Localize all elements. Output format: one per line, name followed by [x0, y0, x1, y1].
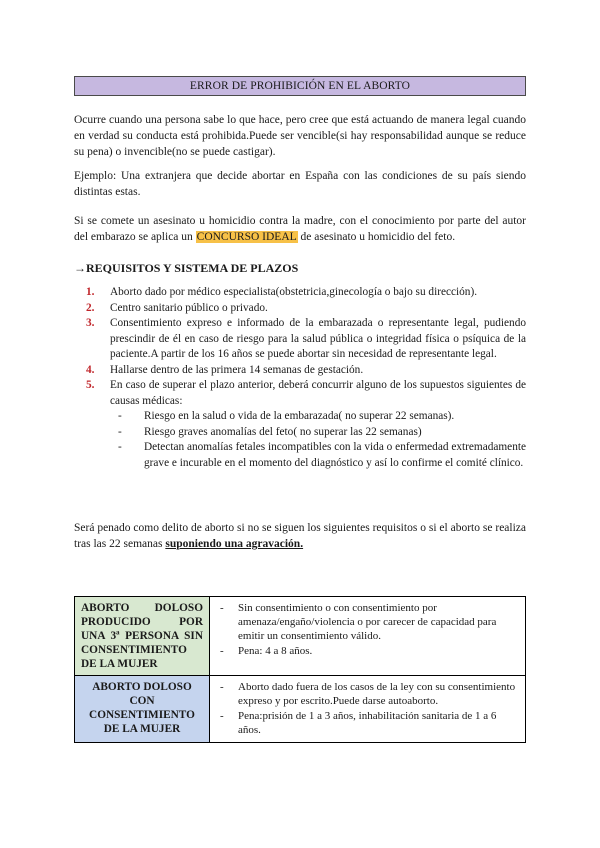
offense-details-cell: [210, 676, 526, 743]
offense-detail-item: [216, 644, 519, 658]
table-row: [75, 597, 526, 676]
requirement-text: Hallarse dentro de las primera 14 semanas de gestación.: [110, 363, 364, 376]
medical-cause-item: [110, 440, 526, 471]
dash-bullet: -: [118, 410, 122, 422]
requirement-item: [80, 363, 526, 379]
dash-bullet: -: [220, 645, 224, 657]
document-title: ERROR DE PROHIBICIÓN EN EL ABORTO: [74, 76, 526, 96]
offense-detail-item: [216, 680, 519, 708]
offense-detail-text: Aborto dado fuera de los casos de la ley con su consentimiento expreso y por escrito.Puede darse autoaborto.: [238, 681, 516, 707]
offense-details-list: [216, 601, 519, 658]
requirement-text: Consentimiento expreso e informado de la embarazada o representante legal, pudiendo prescindir de él en caso de riesgo para la salud pública o integridad física o psíquica de la paciente.A partir de los 16 años se puede abortar sin necesidad de representante legal.: [110, 317, 526, 360]
offense-label-cell: ABORTO DOLOSO PRODUCIDO POR UNA 3ª PERSONA SIN CONSENTIMIENTO DE LA MUJER: [75, 597, 210, 676]
dash-bullet: -: [220, 602, 224, 614]
offense-detail-text: Sin consentimiento o con consentimiento por amenaza/engaño/violencia o por carecer de capacidad para emitir un consentimiento válido.: [238, 602, 497, 642]
medical-causes-list: [110, 409, 526, 471]
concurso-ideal-highlight: CONCURSO IDEAL: [196, 231, 297, 243]
murder-text-before: Si se comete un asesinato u homicidio contra la madre, con el conocimiento por parte del autor del embarazo se aplica un: [74, 215, 526, 243]
requirement-number: 2.: [86, 301, 95, 314]
penalty-paragraph: [74, 520, 526, 552]
offense-details-list: [216, 680, 519, 737]
penalty-text: Será penado como delito de aborto si no se siguen los siguientes requisitos o si el aborto se realiza tras las 22 semanas: [74, 522, 526, 550]
offense-label-cell: ABORTO DOLOSO CON CONSENTIMIENTO DE LA MUJER: [75, 676, 210, 743]
dash-bullet: -: [118, 425, 122, 438]
requirement-number: 4.: [86, 363, 95, 376]
requirement-text: En caso de superar el plazo anterior, deberá concurrir alguno de los supuestos siguientes de causas médicas:: [110, 379, 526, 407]
offense-detail-item: [216, 709, 519, 737]
dash-bullet: -: [220, 681, 224, 693]
requirement-item: [80, 316, 526, 363]
medical-cause-text: Riesgo graves anomalías del feto( no superar las 22 semanas): [144, 425, 422, 438]
medical-cause-text: Detectan anomalías fetales incompatibles con la vida o enfermedad extremadamente grave e incurable en el momento del diagnóstico y así lo confirme el comité clínico.: [144, 441, 526, 469]
murder-paragraph: [74, 213, 526, 245]
requirement-item: [80, 378, 526, 471]
requirement-text: Centro sanitario público o privado.: [110, 301, 268, 314]
dash-bullet: -: [220, 710, 224, 722]
murder-text-after: de asesinato u homicidio del feto.: [300, 231, 456, 243]
requirements-list: [80, 285, 526, 471]
requirement-number: 1.: [86, 286, 95, 298]
medical-cause-item: [110, 425, 526, 441]
abortion-offenses-table: [74, 596, 526, 743]
dash-bullet: -: [118, 441, 122, 453]
requirement-item: [80, 301, 526, 317]
requirement-number: 5.: [86, 379, 95, 391]
example-paragraph: Ejemplo: Una extranjera que decide abortar en España con las condiciones de su país siendo distintas estas.: [74, 170, 526, 198]
medical-cause-item: [110, 409, 526, 425]
penalty-emphasis: suponiendo una agravación.: [165, 538, 304, 550]
offense-detail-text: Pena:prisión de 1 a 3 años, inhabilitación sanitaria de 1 a 6 años.: [238, 710, 497, 736]
requirement-item: [80, 285, 526, 301]
requirement-text: Aborto dado por médico especialista(obstetricia,ginecología o bajo su dirección).: [110, 286, 478, 298]
medical-cause-text: Riesgo en la salud o vida de la embarazada( no superar 22 semanas).: [144, 410, 455, 422]
requirement-number: 3.: [86, 317, 95, 329]
table-row: [75, 676, 526, 743]
intro-paragraph: Ocurre cuando una persona sabe lo que hace, pero cree que está actuando de manera legal cuando en verdad su conducta está prohibida.Puede ser vencible(si hay responsabilidad aunque se reduce su pena) o invencible(no se puede castigar).: [74, 114, 526, 158]
offense-detail-item: [216, 601, 519, 643]
requirements-heading: →REQUISITOS Y SISTEMA DE PLAZOS: [74, 261, 299, 275]
offense-details-cell: [210, 597, 526, 676]
offense-detail-text: Pena: 4 a 8 años.: [238, 645, 313, 657]
